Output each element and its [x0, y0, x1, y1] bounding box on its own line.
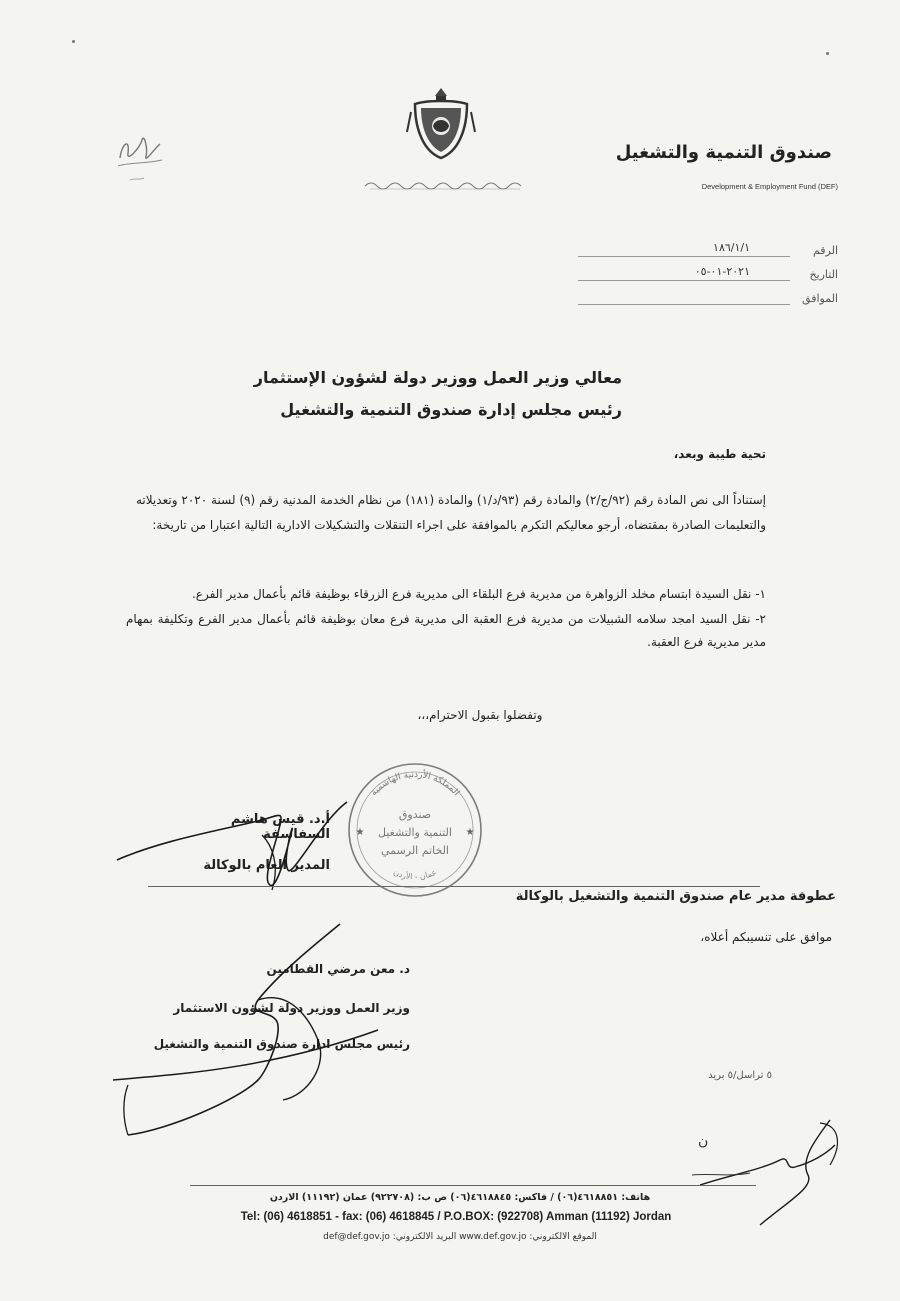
ref-hijri-row: [578, 281, 838, 305]
footer-web-email: الموقع الالكتروني: www.def.gov.jo البريد الالكتروني: def@def.gov.jo: [323, 1232, 597, 1242]
approval-title: عطوفة مدير عام صندوق التنمية والتشغيل بالوكالة: [515, 889, 836, 904]
divider-line: [148, 886, 760, 887]
org-name-arabic: صندوق التنمية والتشغيل: [615, 142, 832, 163]
svg-text:الخاتم الرسمي: الخاتم الرسمي: [381, 844, 449, 857]
ref-number-row: [578, 233, 838, 257]
reference-block: [578, 233, 838, 305]
official-seal-stamp: [340, 752, 490, 902]
svg-text:التنمية والتشغيل: التنمية والتشغيل: [378, 826, 452, 839]
royal-handwritten-mark: [100, 118, 180, 198]
svg-text:صندوق: صندوق: [398, 808, 432, 821]
crest-caption-script: [360, 178, 530, 192]
signer-block: [160, 812, 330, 873]
svg-text:المملكة الأردنية الهاشمية: المملكة الأردنية الهاشمية: [369, 769, 462, 799]
minister-name: د. معن مرضي القطامين: [266, 962, 410, 976]
org-name-english: Development & Employment Fund (DEF): [701, 182, 838, 191]
signer-title: المدير العام بالوكالة: [203, 858, 330, 873]
svg-text:★: ★: [355, 827, 365, 838]
ref-date-label: التاريخ: [809, 268, 838, 281]
closing-line: وتفضلوا بقبول الاحترام،،،: [417, 708, 543, 722]
svg-text:ن: ن: [698, 1133, 709, 1149]
footer-contact-english: Tel: (06) 4618851 - fax: (06) 4618845 / P.O.BOX: (922708) Amman (11192) Jordan: [240, 1211, 672, 1223]
paper-speck: [826, 52, 829, 55]
footer-contact-arabic: هاتف: ٤٦١٨٨٥١(٠٦) / فاكس: ٤٦١٨٨٤٥(٠٦) ص ب: (٩٢٢٧٠٨) عمان (١١١٩٢) الاردن: [269, 1192, 651, 1203]
cc-note: ٥ تراسل/٥ بريد: [708, 1070, 772, 1081]
recipient-line-2: رئيس مجلس إدارة صندوق التنمية والتشغيل: [280, 400, 622, 419]
greeting: تحية طيبة وبعد،: [673, 447, 766, 461]
minister-title-line-1: وزير العمل ووزير دولة لشؤون الاستثمار: [173, 1001, 410, 1015]
minister-title-line-2: رئيس مجلس ادارة صندوق التنمية والتشغيل: [153, 1037, 410, 1051]
svg-text:★: ★: [465, 827, 475, 838]
ref-number-value: ١٨٦/١/١: [578, 240, 790, 257]
ref-hijri-label: الموافق: [802, 292, 838, 305]
approval-text: موافق على تنسيبكم أعلاه،: [700, 930, 832, 944]
paper-speck: [72, 40, 75, 43]
ref-number-label: الرقم: [812, 244, 838, 257]
recipient-line-1: معالي وزير العمل ووزير دولة لشؤون الإستثمار: [253, 368, 622, 387]
signer-name: أ.د. قيس هاشم السفاسفة: [230, 812, 330, 842]
jordan-coat-of-arms-icon: [405, 82, 477, 162]
minister-block: [110, 957, 410, 1051]
letter-body: إستناداً الى نص المادة رقم (٩٢/ج/٢) والمادة رقم (٩٣/د/١) والمادة (١٨١) من نظام الخدمة المدنية رقم (٩) لسنة ٢٠٢٠ وتعديلاته والتعليمات الصادرة بمقتضاه، أرجو معاليكم التكرم بالموافقة على اجراء التنقلات والتشكيلات الادارية التالية اعتبارا من تاريخة:: [136, 493, 766, 532]
recipient-block: [254, 362, 622, 426]
ref-date-value: ٢٠٢١-٠١-٠٥: [578, 264, 790, 281]
svg-text:عمان - الأردن: عمان - الأردن: [392, 867, 438, 882]
transfer-list: [126, 583, 766, 654]
footer-divider: [190, 1185, 756, 1186]
ref-date-row: [578, 257, 838, 281]
ref-hijri-value: [578, 288, 790, 305]
list-item: ٢- نقل السيد امجد سلامه الشبيلات من مديرية فرع العقبة الى مديرية فرع معان بوظيفة قائم بأعمال مدير الفرع وتكليفة بمهام مدير مديرية فرع العقبة.: [126, 612, 766, 649]
list-item: ١- نقل السيدة ابتسام مخلد الزواهرة من مديرية فرع البلقاء الى مديرية فرع الزرقاء بوظيفة قائم بأعمال مدير الفرع.: [191, 587, 766, 601]
